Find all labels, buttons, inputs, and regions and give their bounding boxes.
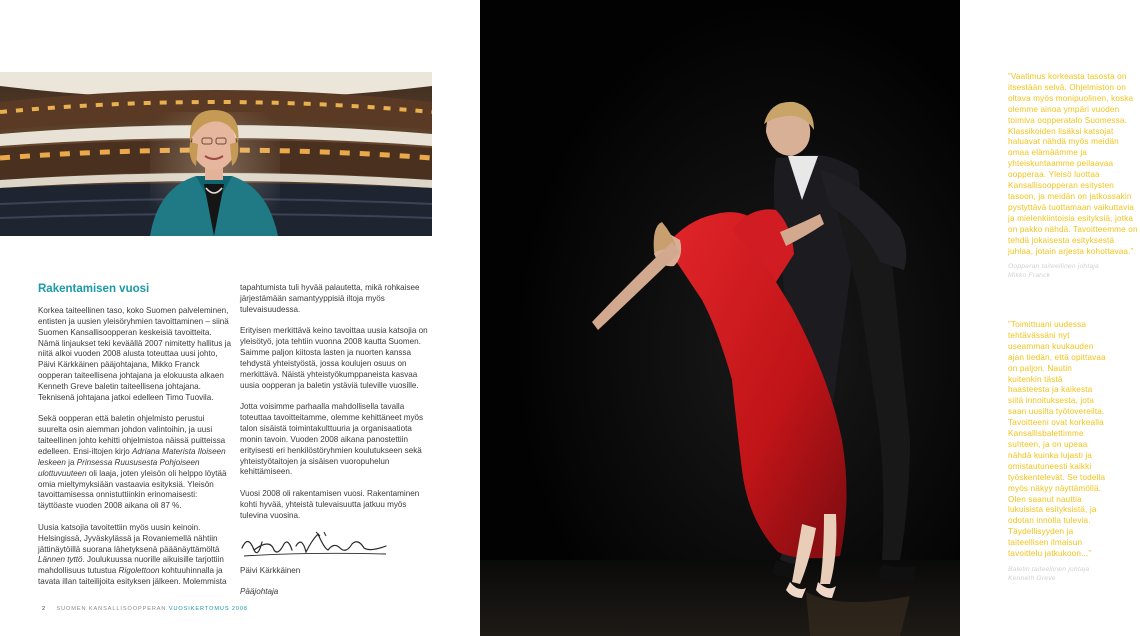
footer-report: VUOSIKERTOMUS 2008 — [168, 606, 248, 612]
footer-org: SUOMEN KANSALLISOOPPERAN — [56, 606, 167, 612]
opera-hall-portrait — [0, 72, 432, 236]
ballet-dancers-photo — [480, 0, 960, 636]
right-page — [480, 0, 1138, 636]
paragraph: Uusia katsojia tavoitettiin myös uusin keinoin. Helsingissä, Jyväskylässä ja Rovaniemellä nähtiin jättinäytöillä suorana lähetyksenä pääänäyttämöltä Lännen tyttö. Joulukuussa nuorille aikuisille tarjottiin mahdollisuus tutustua Rigolettoon kohtuuhinnalla ja tavata illan taiteilijoita esityksen jälkeen. Molemmista — [38, 522, 227, 587]
signature-role: Pääjohtaja — [240, 587, 279, 597]
quote-text: ”Toimittuani uudessa tehtävässäni nyt useamman kuukauden ajan tiedän, että opittavaa on paljon. Nautin kuitenkin tästä haasteesta ja kaikesta siitä innoituksesta, jota saan uusilta työtovereilta. Tavoitteeni ovat korkealla Kansallisbalettimme suhteen, ja on upeaa nähdä kuinka lujasti ja omistautuneesti kaikki työskentelevät. Se todella myös näkyy näyttämöllä. Olen saanut nauttia lukuisista esityksistä, ja odotan innolla tulevia. Täydellisyyden ja taiteellisen ilmaisun tavoittelu jatkukoon...” — [1008, 320, 1106, 559]
signature-name: Päivi Kärkkäinen — [240, 565, 301, 575]
quote-attribution: Oopperan taiteellinen johtaja Mikko Franck — [1008, 263, 1099, 280]
portrait-photo — [0, 72, 432, 236]
quote-attribution: Baletin taiteellinen johtaja Kenneth Greve — [1008, 565, 1090, 582]
page-footer — [42, 606, 248, 612]
paragraph: Erityisen merkittävä keino tavoittaa uusia katsojia on yleisötyö, jota tehtiin vuonna 2008 kautta Suomen. Saimme paljon kiitosta lasten ja nuorten kanssa tehdystä yhteistyöstä, jossa koulujen osuus on merkittävä. Näistä yhteistyökumppaneista kasvaa uusia oopperan ja baletin ystäviä tuleville vuosille. — [240, 326, 428, 390]
paragraph: tapahtumista tuli hyvää palautetta, mikä rohkaisee järjestämään samantyyppisiä iltoja myös tulevaisuudessa. — [240, 283, 420, 314]
page-number: 2 — [42, 606, 47, 612]
article-heading: Rakentamisen vuosi — [38, 283, 150, 295]
paragraph: Korkea taiteellinen taso, koko Suomen palveleminen, entisten ja uusien yleisöryhmien tavoittaminen – siinä Suomen Kansallisoopperan keskeisiä tavoitteita. Nämä linjaukset teki keväällä 2007 nimitetty hallitus ja niitä alkoi vuoden 2008 alusta toteuttaa uusi johto, Päivi Kärkkäinen pääjohtajana, Mikko Franck oopperan taiteellisena johtajana ja elokuusta alkaen Kenneth Greve baletin taiteellisena johtajana. Teknisenä johtajana jatkoi edelleen Timo Tuovila. — [38, 306, 231, 402]
signature-image — [240, 528, 390, 562]
paragraph: Jotta voisimme parhaalla mahdollisella tavalla toteuttaa tavoitteitamme, olemme kehittäneet myös talon sisäistä toimintakulttuuria ja organisaatiota monin tavoin. Vuoden 2008 aikana panostettiin erityisesti eri henkilöstöryhmien koulutukseen sekä yhteistyötaitojen ja sisäisen vuoropuhelun kehittämiseen. — [240, 402, 424, 477]
text-column-1 — [38, 306, 234, 599]
quote-text: ”Vaatimus korkeasta tasosta on itsestään selvä. Ohjelmiston on oltava myös monipuolinen, koska olemme ainoa ympäri vuoden toimiva oopperatalo Suomessa. Klassikoiden lisäksi katsojat haluavat nähdä myös meidän omaa elämäämme ja yhteiskuntaamme peilaavaa oopperaa. Yleisö luottaa Kansallisoopperan esitysten tasoon, ja meidän on jatkossakin pystyttävä tuottamaan vaikuttavia ja mielenkiintoisia esityksiä, jotka on pakko nähdä. Tavoitteemme on tehdä jokaisesta esityksestä juhlaa, jotain arjesta kohottavaa.” — [1008, 72, 1138, 256]
text-column-2 — [240, 283, 436, 609]
left-page — [0, 0, 480, 636]
quote-ballet-director — [1008, 320, 1106, 583]
paragraph: Vuosi 2008 oli rakentamisen vuosi. Rakentaminen kohti hyvää, yhteistä tulevaisuutta jatkuu myös tulevina vuosina. — [240, 489, 420, 520]
quote-artistic-director — [1008, 72, 1140, 280]
paragraph: Sekä oopperan että baletin ohjelmisto perustui suurelta osin aiemman johdon valintoihin, ja uusi taiteellinen johto kehitti ohjelmistoa näissä puitteissa edelleen. Ensi-iltojen kirjo Adriana Materista Iloiseen leskeen ja Prinsessa Ruususesta Pohjoiseen ulottuvuuteen oli laaja, joten yleisön oli helppo löytää omia mieltymyksiään vastaavia esityksiä. Yleisön tavoittamisessa onnistuttiinkin erinomaisesti: täyttöaste vuoden 2008 aikana oli 87 %. — [38, 414, 227, 511]
